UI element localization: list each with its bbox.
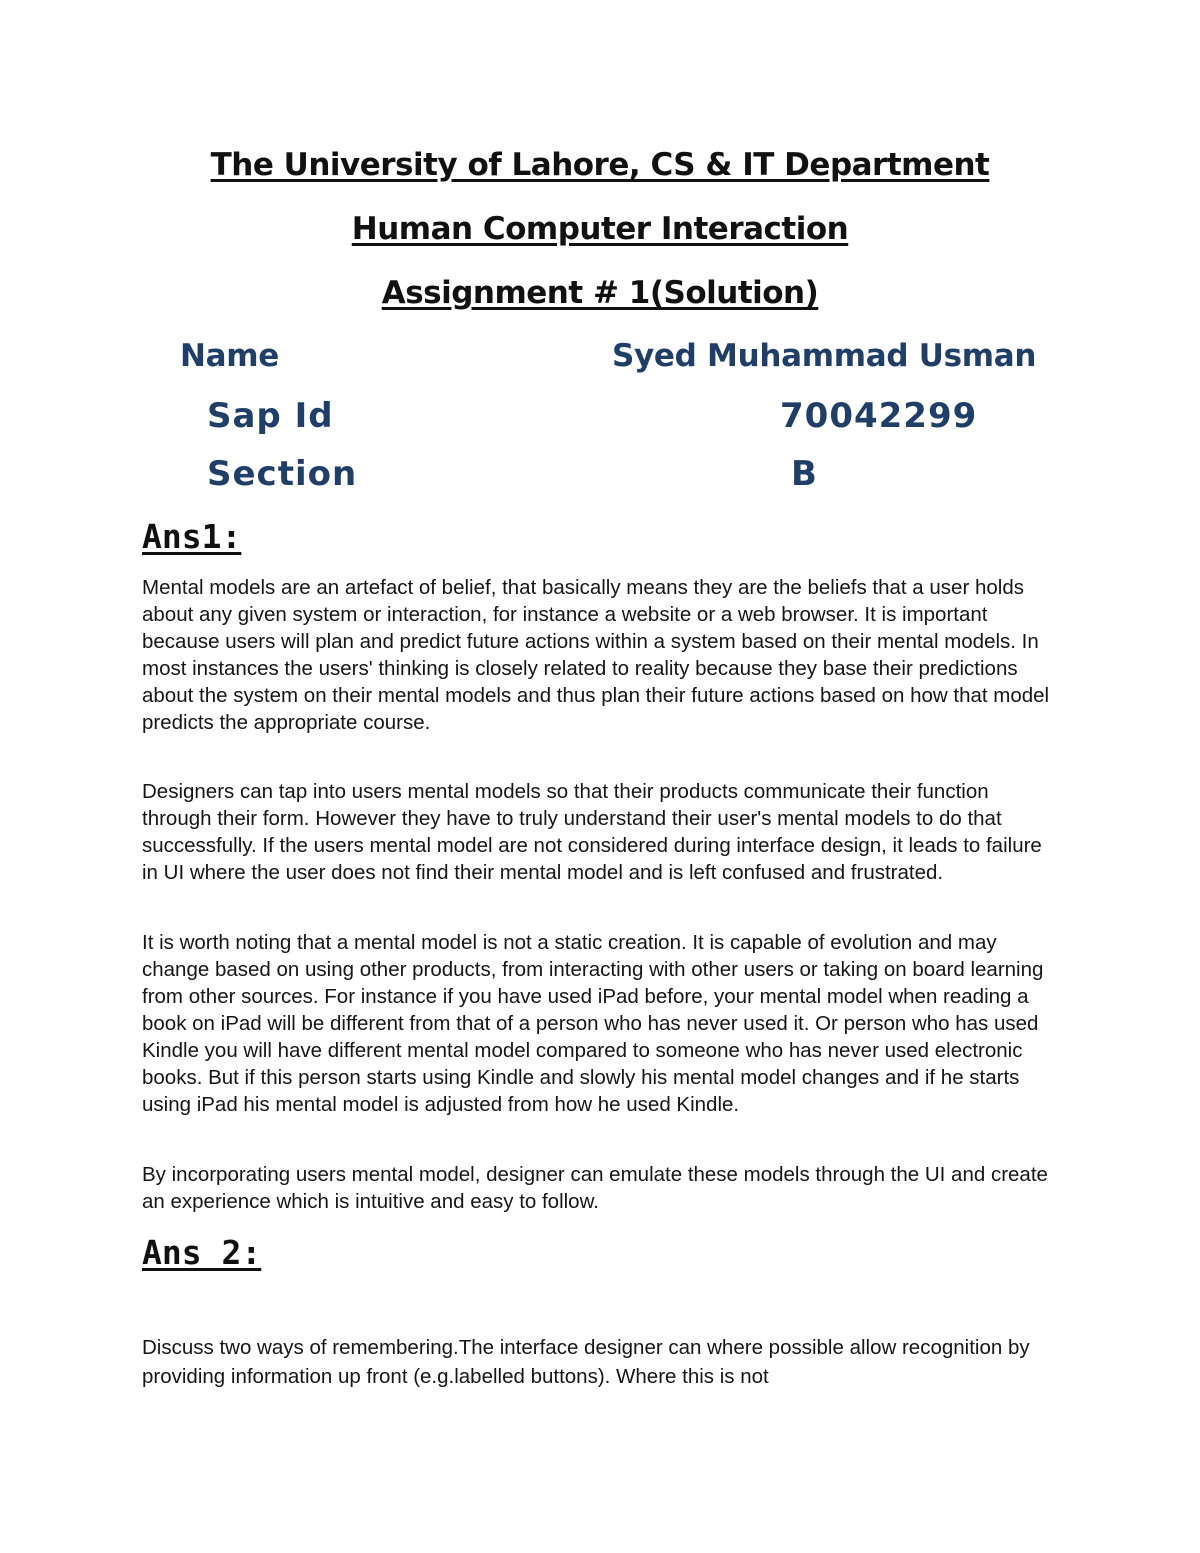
answer-1-paragraph: Designers can tap into users mental models so that their products communicate their function through their form. However they have to truly understand their user's mental models to do that successfully. If the users mental model are not considered during interface design, it leads to failure in UI where the user does not find their mental model and is left confused and frustrated. xyxy=(142,780,1042,884)
answer-2-paragraph: Discuss two ways of remembering.The interface designer can where possible allow recognition by providing information up front (e.g.labelled buttons). Where this is not xyxy=(142,1336,1030,1388)
section-label: Section xyxy=(207,454,358,494)
name-value: Syed Muhammad Usman xyxy=(612,338,1037,374)
assignment-title: Assignment # 1(Solution) xyxy=(381,275,819,311)
sap-id-value: 70042299 xyxy=(780,396,978,436)
answer-2-heading: Ans 2: xyxy=(142,1233,262,1272)
answer-1-paragraph: Mental models are an artefact of belief, that basically means they are the beliefs that a user holds about any given system or interaction, for instance a website or a web browser. It is important because users will plan and predict future actions within a system based on their mental models. In most instances the users' thinking is closely related to reality because they base their predictions about the system on their mental models and thus plan their future actions based on how that model predicts the appropriate course. xyxy=(142,576,1050,734)
answer-1-paragraph: By incorporating users mental model, designer can emulate these models through the UI and create an experience which is intuitive and easy to follow. xyxy=(142,1163,1048,1213)
answer-1-heading: Ans1: xyxy=(142,517,242,556)
course-title: Human Computer Interaction xyxy=(351,211,849,247)
answer-1-paragraph: It is worth noting that a mental model is not a static creation. It is capable of evolution and may change based on using other products, from interacting with other users or taking on board learning from other sources. For instance if you have used iPad before, your mental model when reading a book on iPad will be different from that of a person who has never used it. Or person who has used Kindle you will have different mental model compared to someone who has never used electronic books. But if this person starts using Kindle and slowly his mental model changes and if he starts using iPad his mental model is adjusted from how he used Kindle. xyxy=(142,931,1044,1116)
section-value: B xyxy=(791,454,818,494)
sap-id-label: Sap Id xyxy=(207,396,334,436)
name-label: Name xyxy=(180,338,279,374)
university-title: The University of Lahore, CS & IT Department xyxy=(210,147,990,183)
